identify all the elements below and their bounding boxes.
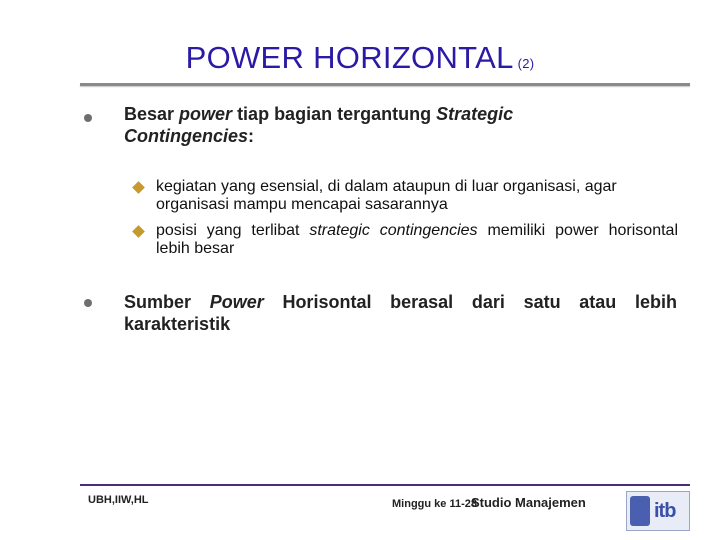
bullet-dot-icon [84,114,92,122]
bullet-2-text [124,291,677,335]
bullet-1-text-part: Besar [124,104,180,124]
bullet-dot-icon [84,299,92,307]
subbullet-1-text: kegiatan yang esensial, di dalam ataupun di luar organisasi, agar organisasi mampu mencapai sasarannya [156,178,617,213]
bullet-2-text-part: Horisontal berasal dari satu atau lebih karakteristik [124,292,677,334]
subbullet-2-emphasis: strategic contingencies [309,222,478,239]
title-divider [80,83,690,86]
bullet-1-text [124,103,644,147]
diamond-bullet-icon [132,181,145,194]
bullet-1-emphasis: power [179,104,233,124]
subbullet-2-text [156,222,678,258]
itb-logo [626,491,690,531]
footer-authors: UBH,IIW,HL [88,494,149,506]
itb-logo-mark: itb [654,499,676,522]
subbullet-2-text-part: posisi yang terlibat [156,222,310,239]
slide-title-suffix: (2) [517,56,535,71]
footer-week: Minggu ke 11-28 [392,498,477,510]
slide-title-main: POWER HORIZONTAL [185,40,514,75]
footer-studio-name: Studio Manajemen [470,495,586,510]
itb-emblem-icon [630,496,650,526]
footer-course [392,495,586,510]
diamond-bullet-icon [132,225,145,238]
bullet-1-emphasis: Contingencies [124,126,249,146]
bullet-1-text-part: tiap bagian tergantung [232,104,437,124]
footer-divider [80,484,690,486]
subbullet-2-text-part: memiliki power horisontal lebih besar [156,222,678,257]
bullet-2-text-part: Sumber [124,292,210,312]
bullet-1-text-part: : [248,126,255,146]
bullet-2-emphasis: Power [209,292,264,312]
bullet-1-emphasis: Strategic [436,104,514,124]
slide-title [0,40,720,76]
